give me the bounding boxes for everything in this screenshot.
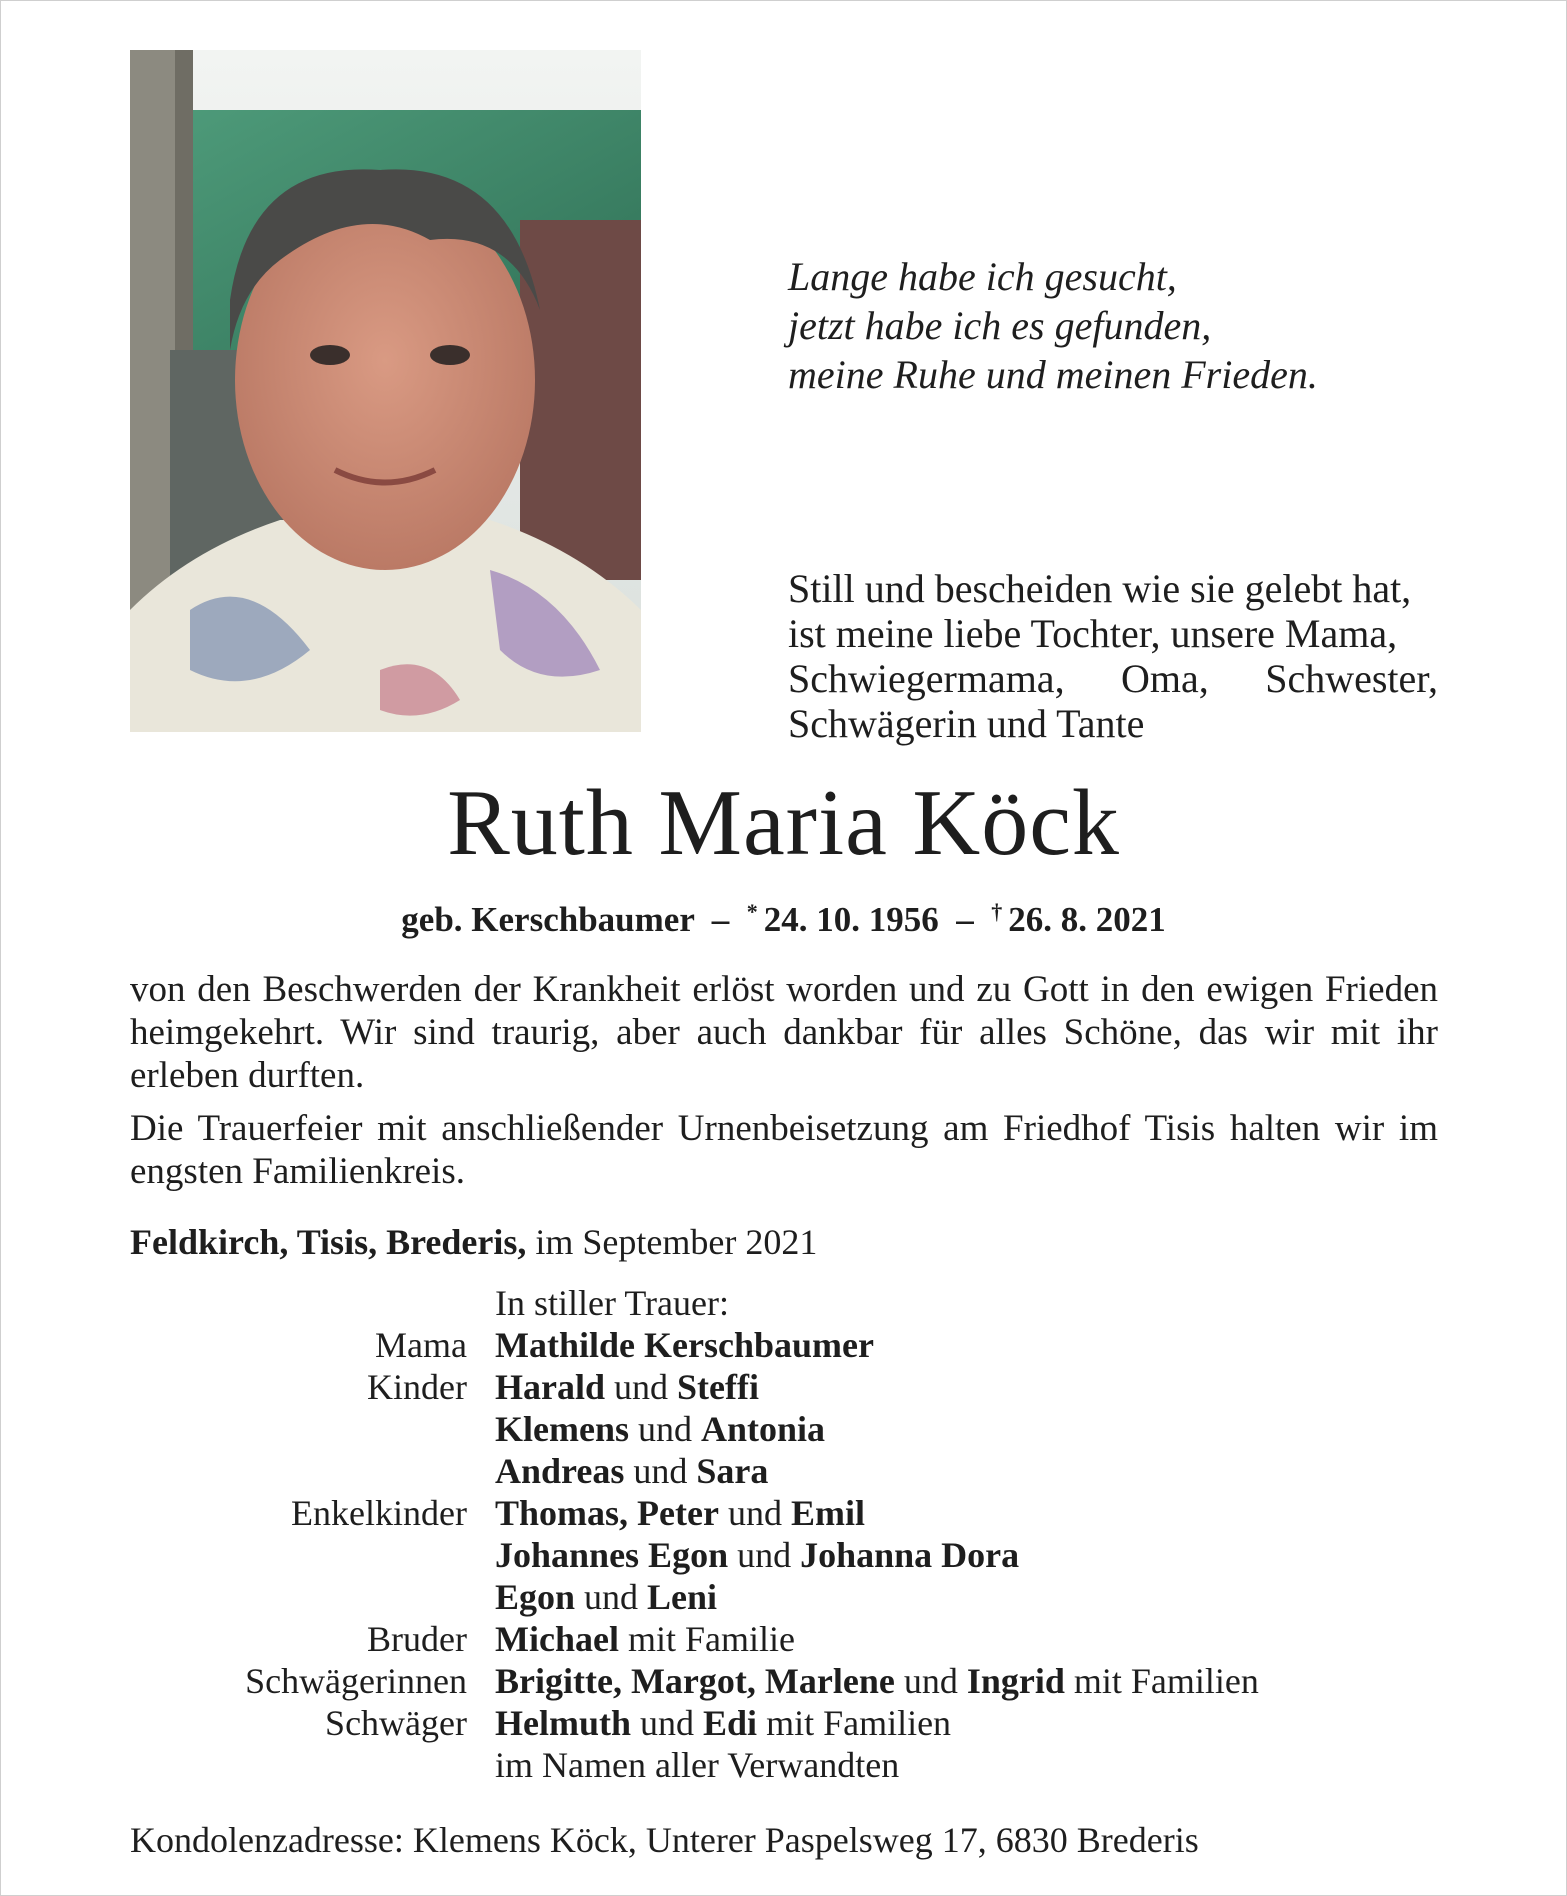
condolence-address: Kondolenzadresse: Klemens Köck, Unterer Paspelsweg 17, 6830 Brederis [130,1820,1199,1860]
place-date: im September 2021 [535,1222,818,1262]
mourner-names [495,1408,825,1450]
mourner-name: Brigitte, Margot, Marlene [495,1661,895,1701]
mourner-name: Klemens [495,1409,629,1449]
body-paragraph: Die Trauerfeier mit anschließender Urnenbeisetzung am Friedhof Tisis halten wir im engsten Familienkreis. [130,1108,1438,1192]
mourner-connector: und [728,1535,801,1575]
mourner-row [130,1576,1450,1618]
intro-line: Still und bescheiden wie sie gelebt hat, [788,566,1412,611]
quote-line: jetzt habe ich es gefunden, [788,303,1212,348]
mourner-names [495,1366,759,1408]
mourner-label: Enkelkinder [291,1493,467,1533]
mourner-row [130,1660,1450,1702]
mourner-names [495,1744,899,1786]
announcement-body [130,968,1438,1203]
mourner-label: Bruder [367,1619,467,1659]
deceased-name: Ruth Maria Köck [447,771,1120,875]
mourner-row [130,1702,1450,1744]
place-date-line [130,1220,817,1264]
mourner-connector: und [718,1493,791,1533]
life-dates [0,890,1567,942]
mourner-name: Johanna Dora [800,1535,1020,1575]
mourner-name: Steffi [677,1367,759,1407]
mourner-connector: mit Familie [618,1619,795,1659]
birth-name: geb. Kerschbaumer [401,900,695,939]
mourner-name: Mathilde Kerschbaumer [495,1325,874,1365]
mourner-label: Schwägerinnen [245,1661,467,1701]
intro-text [788,566,1438,746]
quote-line: Lange habe ich gesucht, [788,254,1177,299]
mourner-row [130,1744,1450,1786]
mourner-names [495,1450,768,1492]
epigraph-quote [788,252,1318,399]
mourner-connector: im Namen aller Verwandten [495,1745,900,1785]
mourner-row [130,1366,1450,1408]
quote-line: meine Ruhe und meinen Frieden. [788,352,1318,397]
mourner-row [130,1534,1450,1576]
intro-line: Schwiegermama, Oma, Schwester, [788,656,1438,701]
mourner-name: Egon [495,1577,576,1617]
body-paragraph: von den Beschwerden der Krankheit erlöst worden und zu Gott in den ewigen Frieden heimgekehrt. Wir sind traurig, aber auch dankbar für alles Schöne, das wir mit ihr erleben durften. [130,969,1438,1096]
mourner-names [495,1576,717,1618]
mourner-name: Thomas, Peter [495,1493,719,1533]
portrait-photo [130,50,641,732]
mourner-names [495,1660,1259,1702]
mourner-name: Sara [696,1451,769,1491]
birth-date: 24. 10. 1956 [763,900,939,939]
mourner-connector: und [575,1577,648,1617]
place-towns: Feldkirch, Tisis, Brederis, [130,1222,527,1262]
mourner-connector: und [605,1367,678,1407]
separator: – [956,900,974,939]
mourner-name: Helmuth [495,1703,632,1743]
mourner-label [130,1744,495,1786]
mourner-connector: und [894,1661,967,1701]
mourner-connector: und [631,1703,704,1743]
intro-line: Schwägerin und Tante [788,701,1145,746]
mourners-heading: In stiller Trauer: [495,1283,729,1323]
mourner-names [495,1702,951,1744]
mourner-row [130,1408,1450,1450]
intro-line: ist meine liebe Tochter, unsere Mama, [788,611,1398,656]
mourner-row [130,1324,1450,1366]
mourner-name: Andreas [495,1451,625,1491]
mourner-label [130,1576,495,1618]
mourner-names [495,1618,795,1660]
mourner-label [130,1282,495,1324]
mourner-name: Michael [495,1619,619,1659]
mourner-name: Edi [703,1703,758,1743]
mourners-list [130,1282,1450,1786]
mourner-name: Emil [790,1493,865,1533]
mourner-name: Harald [495,1367,606,1407]
mourner-name: Leni [647,1577,718,1617]
separator: – [711,900,730,939]
mourners-heading-row [130,1282,1450,1324]
mourner-name: Ingrid [966,1661,1065,1701]
mourner-names [495,1492,865,1534]
mourner-rows [130,1324,1450,1786]
mourner-label: Kinder [367,1367,467,1407]
mourner-connector: mit Familien [757,1703,952,1743]
mourner-row [130,1492,1450,1534]
mourner-label: Schwäger [325,1703,467,1743]
mourner-connector: und [624,1451,697,1491]
birth-symbol: * [746,899,758,924]
mourner-name: Antonia [700,1409,826,1449]
death-symbol: † [991,899,1003,924]
mourner-label: Mama [375,1325,467,1365]
mourner-names [495,1324,874,1366]
mourner-label [130,1408,495,1450]
mourner-name: Johannes Egon [495,1535,729,1575]
mourner-connector: mit Familien [1064,1661,1259,1701]
death-date: 26. 8. 2021 [1008,900,1166,939]
mourner-label [130,1534,495,1576]
mourner-names [495,1534,1019,1576]
mourner-row [130,1450,1450,1492]
mourner-row [130,1618,1450,1660]
mourner-label [130,1450,495,1492]
mourner-connector: und [628,1409,701,1449]
